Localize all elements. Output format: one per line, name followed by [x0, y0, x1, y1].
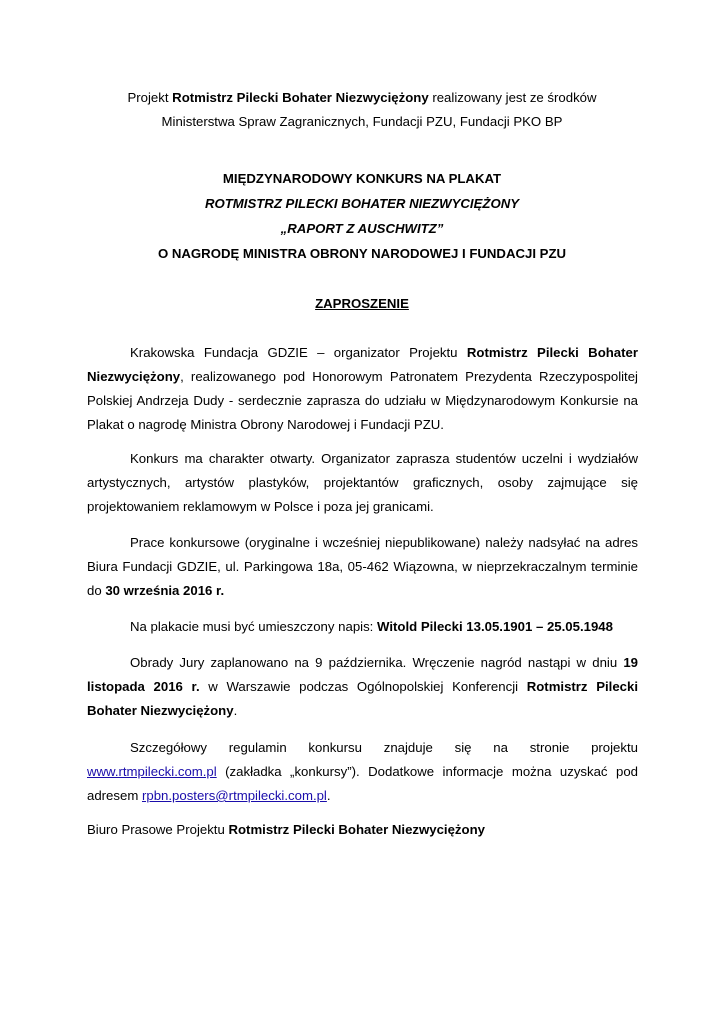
project-name: Rotmistrz Pilecki Bohater Niezwyciężony — [172, 90, 429, 105]
intro-block — [60, 86, 664, 134]
title-line-3: „RAPORT Z AUSCHWITZ” — [280, 221, 444, 236]
title-line-2: ROTMISTRZ PILECKI BOHATER NIEZWYCIĘŻONY — [204, 196, 520, 211]
paragraph-2: Konkurs ma charakter otwarty. Organizator zaprasza studentów uczelni i wydziałów artystycznych, artystów plastyków, projektantów graficznych, osoby zajmujące się projektowaniem reklamowym w Polsce i poza jej granicami. — [87, 451, 638, 514]
title-line-1: MIĘDZYNARODOWY KONKURS NA PLAKAT — [222, 171, 502, 186]
email-link[interactable]: rpbn.posters@rtmpilecki.com.pl — [141, 788, 327, 803]
title-block — [60, 166, 664, 266]
intro-line-1: Projekt Rotmistrz Pilecki Bohater Niezwyciężony realizowany jest ze środków — [127, 90, 597, 105]
intro-line-2: Ministerstwa Spraw Zagranicznych, Fundacji PZU, Fundacji PKO BP — [161, 114, 563, 129]
title-line-4: O NAGRODĘ MINISTRA OBRONY NARODOWEJ I FUNDACJI PZU — [157, 246, 567, 261]
paragraph-3: Prace konkursowe (oryginalne i wcześniej niepublikowane) należy nadsyłać na adres Biura Fundacji GDZIE, ul. Parkingowa 18a, 05-462 Wiązowna, w nieprzekraczalnym terminie do 30 września 2016 r. — [87, 535, 638, 598]
paragraph-5: Obrady Jury zaplanowano na 9 października. Wręczenie nagród nastąpi w dniu 19 listopada 2016 r. w Warszawie podczas Ogólnopolskiej Konferencji Rotmistrz Pilecki Bohater Niezwyciężony. — [87, 655, 638, 718]
paragraph-4: Na plakacie musi być umieszczony napis: Witold Pilecki 13.05.1901 – 25.05.1948 — [130, 619, 613, 634]
website-link[interactable]: www.rtmpilecki.com.pl — [87, 764, 217, 779]
paragraph-6: Szczegółowy regulamin konkursu znajduje się na stronie projektu www.rtmpilecki.com.pl (zakładka „konkursy”). Dodatkowe informacje można uzyskać pod adresem rpbn.posters@rtmpilecki.com.pl. — [87, 740, 638, 803]
paragraph-1: Krakowska Fundacja GDZIE – organizator Projektu Rotmistrz Pilecki Bohater Niezwyciężony, realizowanego pod Honorowym Patronatem Prezydenta Rzeczypospolitej Polskiej Andrzeja Dudy - serdecznie zaprasza do udziału w Międzynarodowym Konkursie na Plakat o nagrodę Ministra Obrony Narodowej i Fundacji PZU. — [87, 345, 638, 432]
invitation-heading: ZAPROSZENIE — [315, 296, 409, 311]
footer-line: Biuro Prasowe Projektu Rotmistrz Pilecki Bohater Niezwyciężony — [87, 822, 485, 837]
